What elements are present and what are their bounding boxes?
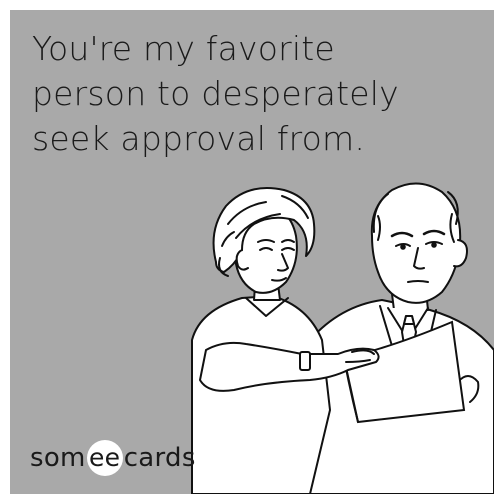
someecards-logo: [30, 438, 196, 478]
ecard: [10, 10, 494, 494]
man-figure: [310, 183, 494, 494]
caption-line-1: You're my favorite: [32, 29, 335, 68]
ecard-caption: [32, 26, 472, 161]
logo-suffix: cards: [123, 443, 196, 473]
logo-ee-circle: ee: [87, 440, 123, 476]
caption-line-3: seek approval from.: [32, 119, 366, 158]
logo-prefix: som: [30, 443, 86, 473]
caption-line-2: person to desperately: [32, 74, 399, 113]
